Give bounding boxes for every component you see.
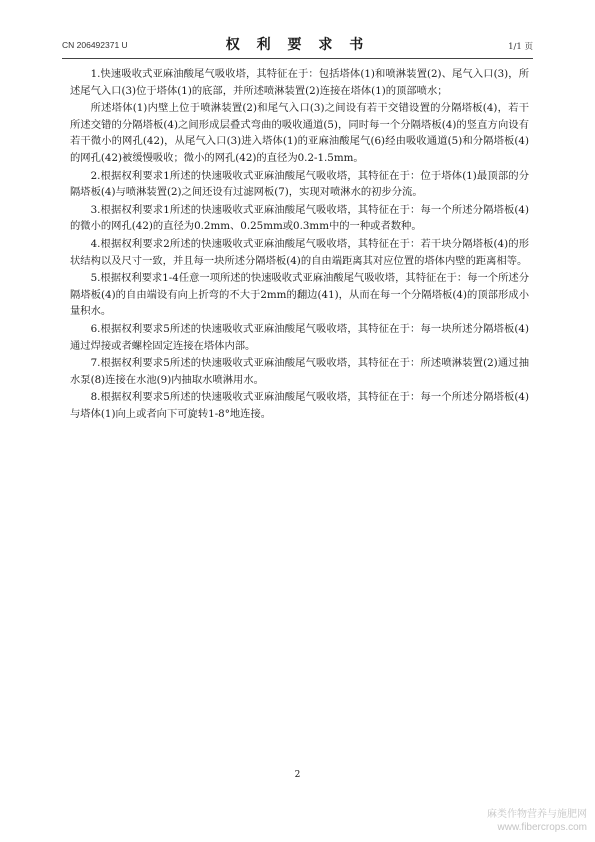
- claim-2: 2.根据权利要求1所述的快速吸收式亚麻油酸尾气吸收塔，其特征在于：位于塔体(1)最顶部的分隔塔板(4)与喷淋装置(2)之间还设有过滤网板(7)，实现对喷淋水的初步分流。: [70, 169, 529, 199]
- page-number: 2: [294, 770, 301, 780]
- watermark-url: www.fibercrops.com: [497, 822, 587, 833]
- claim-3: 3.根据权利要求1所述的快速吸收式亚麻油酸尾气吸收塔，其特征在于：每一个所述分隔塔板(4)的微小的网孔(42)的直径为0.2mm、0.25mm或0.3mm中的一种或者数种。: [70, 203, 529, 233]
- patent-number: CN 206492371 U: [62, 40, 128, 50]
- claim-7: 7.根据权利要求5所述的快速吸收式亚麻油酸尾气吸收塔，其特征在于：所述喷淋装置(2)通过抽水泵(8)连接在水池(9)内抽取水喷淋用水。: [70, 357, 529, 386]
- claim-6: 6.根据权利要求5所述的快速吸收式亚麻油酸尾气吸收塔，其特征在于：每一块所述分隔塔板(4)通过焊接或者螺栓固定连接在塔体内部。: [70, 322, 529, 352]
- claims-body: [70, 66, 529, 423]
- page-header: [62, 30, 533, 60]
- header-divider: [62, 58, 533, 59]
- page-info: 1/1 页: [508, 42, 533, 52]
- watermark: [487, 808, 587, 834]
- claim-1-continued: 所述塔体(1)内壁上位于喷淋装置(2)和尾气入口(3)之间设有若干交错设置的分隔塔板(4)，若干所述交错的分隔塔板(4)之间形成层叠式弯曲的吸收通道(5)，同时每一个分隔塔板(4)的竖直方向设有若干微小的网孔(42)，从尾气入口(3)进入塔体(1)的亚麻油酸尾气(6)经由吸收通道(5)和分隔塔板(4)的网孔(42)被缓慢吸收；微小的网孔(42)的直径为0.2-1.5mm。: [70, 102, 529, 164]
- claim-8: 8.根据权利要求5所述的快速吸收式亚麻油酸尾气吸收塔，其特征在于：每一个所述分隔塔板(4)与塔体(1)向上或者向下可旋转1-8°地连接。: [70, 391, 529, 420]
- document-title: 权 利 要 求 书: [225, 37, 370, 53]
- claim-1: 1.快速吸收式亚麻油酸尾气吸收塔，其特征在于：包括塔体(1)和喷淋装置(2)、尾气入口(3)，所述尾气入口(3)位于塔体(1)的底部，并所述喷淋装置(2)连接在塔体(1)的顶部喷水；: [70, 68, 529, 97]
- claim-5: 5.根据权利要求1-4任意一项所述的快速吸收式亚麻油酸尾气吸收塔，其特征在于：每一个所述分隔塔板(4)的自由端设有向上折弯的不大于2mm的翻边(41)，从而在每一个分隔塔板(4)的顶部形成小量积水。: [70, 272, 529, 318]
- claim-4: 4.根据权利要求2所述的快速吸收式亚麻油酸尾气吸收塔，其特征在于：若干块分隔塔板(4)的形状结构以及尺寸一致，并且每一块所述分隔塔板(4)的自由端距离其对应位置的塔体内壁的距离相等。: [70, 237, 529, 267]
- watermark-site-name: 麻类作物营养与施肥网: [487, 809, 587, 820]
